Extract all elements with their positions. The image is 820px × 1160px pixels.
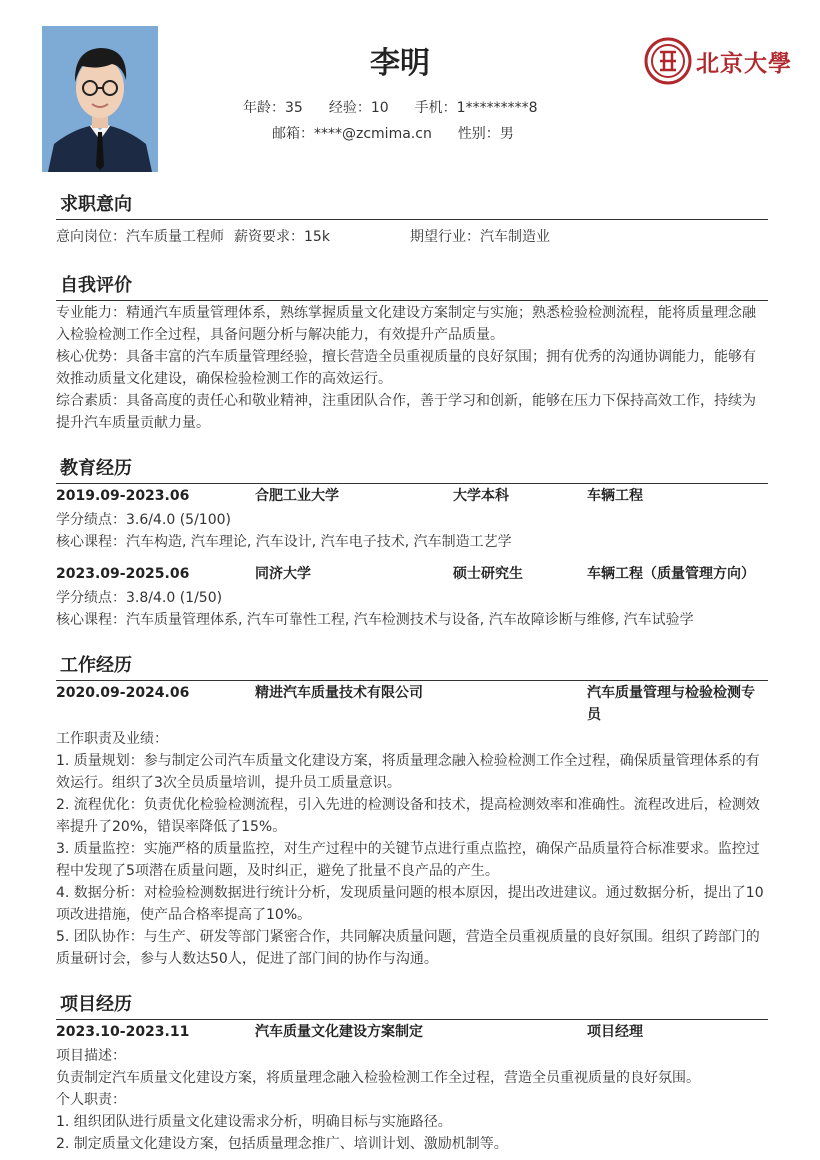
- education-degree: 大学本科: [453, 488, 509, 504]
- education-row: [56, 563, 764, 585]
- work-duties-label: 工作职责及业绩：: [56, 731, 168, 747]
- project-role: 项目经理: [587, 1024, 643, 1040]
- phone-label: 手机：: [414, 100, 457, 116]
- experience-value: 10: [370, 100, 389, 116]
- intent-industry-value: 汽车制造业: [480, 229, 550, 245]
- project-row: [56, 1021, 764, 1043]
- project-name: 汽车质量文化建设方案制定: [255, 1024, 423, 1040]
- section-title-self-eval: 自我评价: [56, 271, 768, 301]
- info-row-2: [272, 123, 540, 143]
- section-title-education: 教育经历: [56, 454, 768, 484]
- email-value: ****@zcmima.cn: [314, 126, 432, 142]
- education-school: 同济大学: [255, 566, 311, 582]
- work-duty-item: 4. 数据分析：对检验检测数据进行统计分析，发现质量问题的根本原因，提出改进建议。通过数据分析，提出了10项改进措施，使产品合格率提高了10%。: [56, 885, 764, 923]
- education-gpa: 学分绩点：3.6/4.0 (5/100): [56, 512, 231, 528]
- project-duty-item: 1. 组织团队进行质量文化建设需求分析，明确目标与实施路径。: [56, 1114, 452, 1130]
- project-desc: 负责制定汽车质量文化建设方案，将质量理念融入检验检测工作全过程，营造全员重视质量的良好氛围。: [56, 1070, 700, 1086]
- gender-label: 性别：: [457, 126, 500, 142]
- self-eval-block: [56, 302, 764, 434]
- intent-salary: [234, 226, 330, 248]
- experience-item: [329, 97, 389, 117]
- university-logo: [644, 37, 794, 85]
- education-gpa: 学分绩点：3.8/4.0 (1/50): [56, 590, 223, 606]
- section-title-intent: 求职意向: [56, 190, 768, 220]
- work-duty-item: 3. 质量监控：实施严格的质量监控，对生产过程中的关键节点进行重点监控，确保产品质量符合标准要求。监控过程中发现了5项潜在质量问题，及时纠正，避免了批量不良产品的产生。: [56, 841, 760, 879]
- intent-salary-value: 15k: [304, 229, 330, 245]
- intent-position-label: 意向岗位：: [56, 229, 126, 245]
- work-detail: [56, 728, 764, 970]
- university-logo-text: 北京大學: [696, 50, 792, 77]
- email-item: [272, 123, 432, 143]
- education-school: 合肥工业大学: [255, 488, 339, 504]
- gender-item: [458, 123, 514, 143]
- education-detail: [56, 509, 764, 553]
- phone-item: [415, 97, 538, 117]
- education-courses: 核心课程：汽车质量管理体系, 汽车可靠性工程, 汽车检测技术与设备, 汽车故障诊断与维修, 汽车试验学: [56, 612, 694, 628]
- education-courses: 核心课程：汽车构造, 汽车理论, 汽车设计, 汽车电子技术, 汽车制造工艺学: [56, 534, 512, 550]
- project-duty-label: 个人职责：: [56, 1092, 126, 1108]
- education-detail: [56, 587, 764, 631]
- intent-industry-label: 期望行业：: [410, 229, 480, 245]
- experience-label: 经验：: [328, 100, 371, 116]
- age-item: [243, 97, 303, 117]
- age-label: 年龄：: [243, 100, 285, 116]
- project-detail: [56, 1045, 764, 1155]
- intent-block: [56, 226, 764, 248]
- project-duty-item: 2. 制定质量文化建设方案，包括质量理念推广、培训计划、激励机制等。: [56, 1136, 508, 1152]
- work-row: [56, 682, 764, 726]
- intent-position-value: 汽车质量工程师: [126, 229, 224, 245]
- project-period: 2023.10-2023.11: [56, 1024, 190, 1040]
- work-role-continued: 员: [587, 707, 601, 723]
- work-period: 2020.09-2024.06: [56, 685, 190, 701]
- phone-value: 1*********8: [456, 100, 538, 116]
- education-row: [56, 485, 764, 507]
- work-duty-item: 5. 团队协作：与生产、研发等部门紧密合作，共同解决质量问题，营造全员重视质量的良好氛围。组织了跨部门的质量研讨会，参与人数达50人，促进了部门间的协作与沟通。: [56, 929, 760, 967]
- info-row-1: [243, 97, 563, 117]
- education-period: 2019.09-2023.06: [56, 488, 190, 504]
- education-degree: 硕士研究生: [453, 566, 523, 582]
- age-value: 35: [285, 100, 303, 116]
- candidate-name: 李明: [370, 46, 430, 81]
- self-eval-item: 专业能力：精通汽车质量管理体系，熟练掌握质量文化建设方案制定与实施；熟悉检验检测流程，能将质量理念融入检验检测工作全过程，具备问题分析与解决能力，有效提升产品质量。: [56, 305, 756, 343]
- self-eval-item: 综合素质：具备高度的责任心和敬业精神，注重团队合作，善于学习和创新，能够在压力下保持高效工作，持续为提升汽车质量贡献力量。: [56, 393, 756, 431]
- self-eval-item: 核心优势：具备丰富的汽车质量管理经验，擅长营造全员重视质量的良好氛围；拥有优秀的沟通协调能力，能够有效推动质量文化建设，确保检验检测工作的高效运行。: [56, 349, 756, 387]
- intent-position: [56, 226, 224, 248]
- work-company: 精进汽车质量技术有限公司: [255, 685, 423, 701]
- education-major: 车辆工程: [587, 488, 643, 504]
- project-desc-label: 项目描述：: [56, 1048, 126, 1064]
- university-seal-icon: [644, 37, 692, 85]
- section-title-project: 项目经历: [56, 990, 768, 1020]
- education-major: 车辆工程（质量管理方向）: [587, 566, 755, 582]
- education-period: 2023.09-2025.06: [56, 566, 190, 582]
- section-title-work: 工作经历: [56, 651, 768, 681]
- profile-photo: [42, 26, 158, 172]
- work-duty-item: 2. 流程优化：负责优化检验检测流程，引入先进的检测设备和技术，提高检测效率和准确性。流程改进后，检测效率提升了20%，错误率降低了15%。: [56, 797, 760, 835]
- intent-salary-label: 薪资要求：: [234, 229, 304, 245]
- email-label: 邮箱：: [272, 126, 314, 142]
- intent-industry: [410, 226, 550, 248]
- work-duty-item: 1. 质量规划：参与制定公司汽车质量文化建设方案，将质量理念融入检验检测工作全过程，确保质量管理体系的有效运行。组织了3次全员质量培训，提升员工质量意识。: [56, 753, 760, 791]
- work-role: 汽车质量管理与检验检测专: [587, 685, 755, 701]
- gender-value: 男: [499, 126, 514, 142]
